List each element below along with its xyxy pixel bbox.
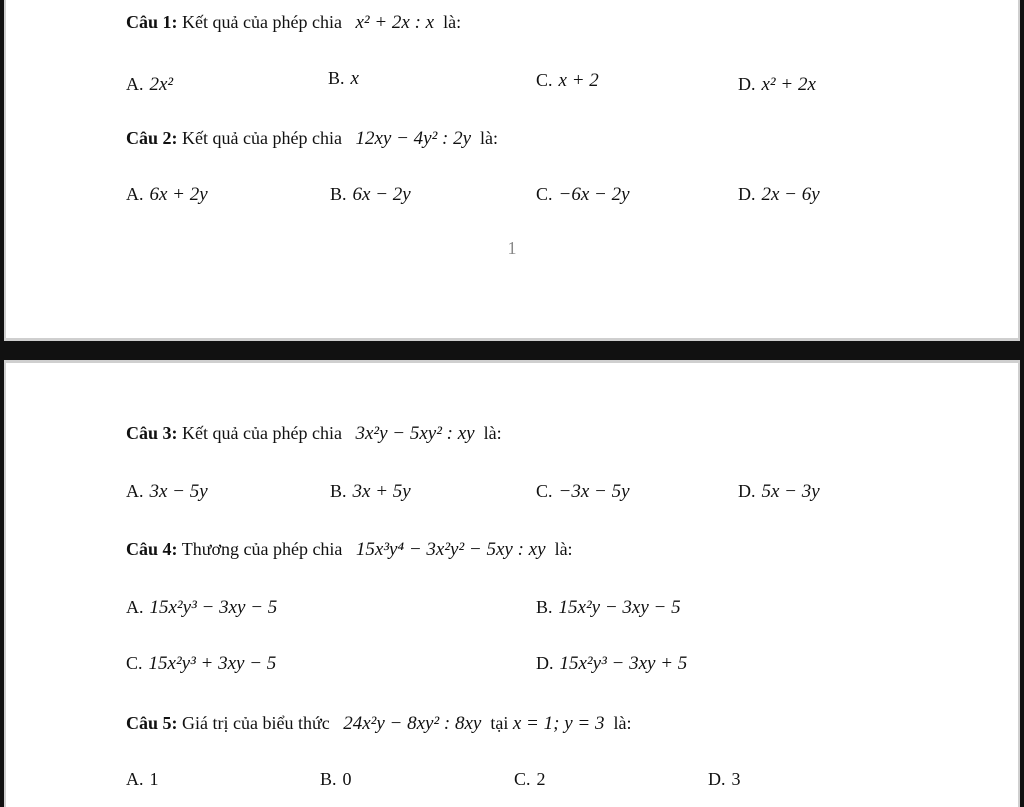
question-expression: 24x²y − 8xy² : 8xy [343,713,482,734]
option-b [330,481,411,503]
option-value: 3x + 5y [352,481,411,502]
option-letter: B. [320,769,337,789]
option-d [708,769,741,790]
option-value: 6x − 2y [352,184,411,205]
option-value: 0 [342,769,352,789]
option-value: 6x + 2y [149,184,208,205]
option-letter: A. [126,597,144,617]
option-letter: D. [738,481,756,501]
question-suffix: là: [483,423,502,443]
option-d [536,653,687,675]
option-c [536,70,599,92]
question-suffix: là: [480,128,499,148]
option-c [536,184,630,206]
option-value: 15x²y − 3xy − 5 [558,597,681,618]
question-expression: x² + 2x : x [355,12,435,33]
question-text: Giá trị của biểu thức [182,713,330,733]
page-number: 1 [507,238,517,258]
option-a [126,769,159,790]
option-value: 2x − 6y [761,184,820,205]
question-2 [126,128,498,150]
option-c [536,481,630,503]
question-text: Kết quả của phép chia [182,128,342,148]
option-value: 2 [536,769,546,789]
option-letter: C. [536,184,553,204]
option-value: x² + 2x [761,74,816,95]
option-letter: B. [536,597,553,617]
question-label: Câu 5: [126,713,178,733]
option-value: x [350,68,359,89]
option-value: 15x²y³ + 3xy − 5 [148,653,277,674]
option-letter: D. [738,184,756,204]
question-middle: tại [490,713,509,733]
option-letter: C. [536,481,553,501]
question-text: Thương của phép chia [181,539,343,559]
option-value: 15x²y³ − 3xy + 5 [559,653,688,674]
question-expression: 3x²y − 5xy² : xy [355,423,475,444]
option-c [126,653,276,675]
option-a [126,481,208,503]
question-expression: 12xy − 4y² : 2y [355,128,472,149]
option-letter: B. [330,481,347,501]
option-value: 3 [731,769,741,789]
question-expression: 15x³y⁴ − 3x²y² − 5xy : xy [355,539,546,560]
question-label: Câu 1: [126,12,178,32]
question-condition: x = 1; y = 3 [512,713,605,734]
option-b [330,184,411,206]
option-letter: B. [330,184,347,204]
option-value: 1 [149,769,159,789]
option-letter: A. [126,481,144,501]
question-label: Câu 2: [126,128,178,148]
option-letter: D. [708,769,726,789]
option-letter: A. [126,184,144,204]
option-a [126,74,173,96]
option-d [738,481,820,503]
option-d [738,74,816,96]
question-suffix: là: [443,12,462,32]
question-suffix: là: [554,539,573,559]
option-value: 2x² [149,74,174,95]
question-5 [126,713,631,735]
option-d [738,184,820,206]
option-letter: A. [126,74,144,94]
option-value: 3x − 5y [149,481,208,502]
option-b [536,597,681,619]
option-value: 15x²y³ − 3xy − 5 [149,597,278,618]
question-text: Kết quả của phép chia [182,12,342,32]
option-b [320,769,352,790]
question-4 [126,539,573,561]
option-value: 5x − 3y [761,481,820,502]
document-page-2 [4,360,1020,807]
question-suffix: là: [613,713,632,733]
option-letter: C. [536,70,553,90]
option-letter: A. [126,769,144,789]
option-letter: D. [536,653,554,673]
question-3 [126,423,502,445]
option-a [126,184,208,206]
option-letter: C. [126,653,143,673]
question-label: Câu 4: [126,539,178,559]
question-label: Câu 3: [126,423,178,443]
question-text: Kết quả của phép chia [182,423,342,443]
document-page-1 [4,0,1020,341]
option-a [126,597,277,619]
option-b [328,68,359,90]
option-letter: B. [328,68,345,88]
option-letter: C. [514,769,531,789]
option-value: −3x − 5y [558,481,630,502]
option-value: x + 2 [558,70,599,91]
option-value: −6x − 2y [558,184,630,205]
option-letter: D. [738,74,756,94]
option-c [514,769,546,790]
question-1 [126,12,461,34]
